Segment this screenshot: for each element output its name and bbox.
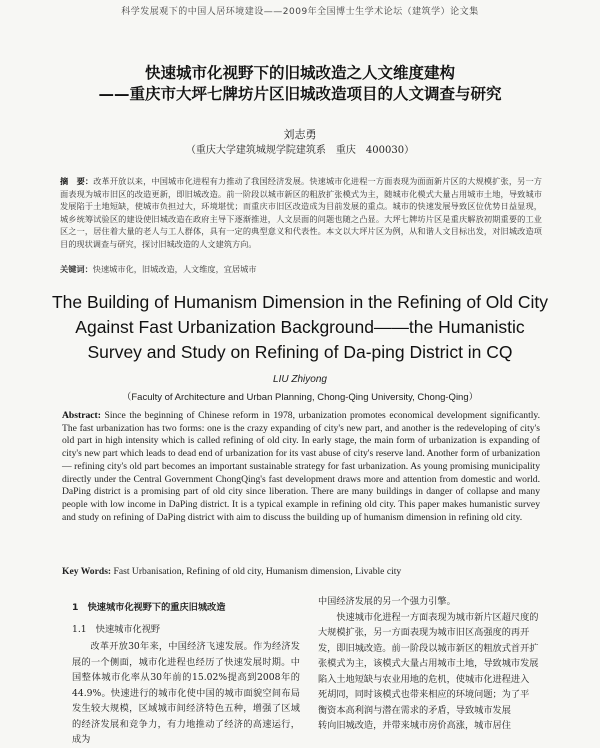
- chinese-title-line-2: ——重庆市大坪七牌坊片区旧城改造项目的人文调查与研究: [98, 85, 502, 103]
- running-header: 科学发展观下的中国人居环境建设——2009年全国博士生学术论坛（建筑学）论文集: [121, 7, 479, 17]
- abstract-chinese-label: 摘 要：: [60, 176, 94, 186]
- abstract-english-text: Since the beginning of Chinese reform in 1978, urbanization promotes economical development significantly. The fast urbanization has two forms: one is the crazy expanding of city's new part, and another is the redeveloping of city's old part in high intensity which is called refining of old city. In early stage, the main form of urbanization is expanding of city's new part which leads to dead end of urbanization for its vast abuse of city's reserve land. Another form of urbanization — refining city's old part becomes an important sustainable strategy for fast urbanization. As young promising municipality directly under the Central Government ChongQing's fast development draws more and attention from domestic and world. DaPing district is a promising part of old city since liberation. There are many buildings in danger of collapse and many people with low income in DaPing district. It is a typical example in refining old city. This paper makes humanistic survey and study on refining of DaPing district with aim to discuss the building up of humanism dimension in refining old city.: [62, 410, 540, 523]
- author-chinese: 刘志勇: [283, 128, 317, 141]
- keywords-chinese: [60, 263, 542, 275]
- affiliation-chinese: （重庆大学建筑城规学院建筑系 重庆 400030）: [185, 145, 415, 156]
- body-line: 中国经济发展的另一个强力引擎。: [318, 596, 456, 607]
- section-heading: 1 快速城市化视野下的重庆旧城改造: [72, 602, 226, 613]
- author-english: LIU Zhiyong: [273, 374, 327, 385]
- body-line: 张模式为主，该模式大量占用城市土地，导致城市发展: [318, 658, 539, 669]
- body-line: 衡资本高利润与潜在需求的矛盾，导致城市发展: [318, 704, 511, 716]
- affiliation-english: （Faculty of Architecture and Urban Planning, Chong-Qing University, Chong-Qing）: [121, 392, 479, 403]
- body-line: 转向旧城改造，并带来城市房价高涨，城市居住: [318, 720, 511, 731]
- keywords-english: [62, 566, 540, 578]
- body-line: 陷入土地短缺与农业用地的危机，使城市化进程进入: [318, 673, 530, 685]
- english-title: [40, 290, 560, 365]
- abstract-chinese-text: 改革开放以来，中国城市化进程有力推动了我国经济发展。快速城市化进程一方面表现为面面新片区的大规模扩张，另一方面表现为城市旧区的改造更新，即旧城改造。前一阶段以城市新区的粗放扩张模式为主，随城市化模式大量占用城市土地，导致城市发展陷于土地短缺，使城市负担过大，环境堪忧；而重庆市旧区改造成为目前发展的重点。城市的快速发展导致区位优势日益显现，城乡统筹试验区的建设使旧城改造在政府主导下逐渐推进，人文层面的问题也随之凸显。大坪七牌坊片区是重庆解放初期重要的工业区之一，居住着大量的老人与工人群体，具有一定的典型意义和代表性。本文以大坪片区为例，从和谐人文目标出发，对旧城改造项目的现状调查与研究，探讨旧城改造的人文建筑方向。: [60, 176, 542, 249]
- chinese-title-line-1: 快速城市化视野下的旧城改造之人文维度建构: [144, 64, 455, 82]
- abstract-english-label: Abstract:: [62, 410, 101, 421]
- keywords-chinese-text: 快速城市化，旧城改造，人文维度，宜居城市: [92, 264, 257, 274]
- keywords-english-label: Key Words:: [62, 566, 112, 577]
- body-line: 发，即旧城改造。前一阶段以城市新区的粗放式首开扩: [318, 642, 539, 654]
- body-line: 大规模扩张，另一方面表现为城市旧区高强度的再开: [318, 627, 530, 638]
- chinese-title: [40, 63, 560, 105]
- abstract-english: [62, 410, 540, 524]
- english-title-line-3: Survey and Study on Refining of Da-ping District in CQ: [87, 342, 513, 362]
- body-column-left: [72, 600, 300, 748]
- abstract-chinese: [60, 175, 542, 251]
- english-title-line-1: The Building of Humanism Dimension in the Refining of Old City: [51, 292, 549, 312]
- body-paragraph-left: 改革开放30年来，中国经济飞速发展。作为经济发展的一个侧面，城市化进程也经历了快速发展时期。中国整体城市化率从30年前的15.02%提高到2008年的44.9%。快速进行的城市化使中国的城市面貌空间布局发生较大规模，区域城市间经济特色五种，增强了区域的经济发展和竞争力，有力地推动了经济的高速运行，成为: [72, 641, 300, 745]
- body-line: 死胡同，同时该模式也带来相应的环境问题；为了平: [318, 689, 530, 700]
- keywords-english-text: Fast Urbanisation, Refining of old city, Humanism dimension, Livable city: [111, 566, 402, 577]
- body-line: 快速城市化进程一方面表现为城市新片区超尺度的: [318, 611, 539, 623]
- body-column-right: [318, 594, 539, 734]
- english-title-line-2: Against Fast Urbanization Background——the Humanistic: [75, 317, 525, 337]
- subsection-heading: 1.1 快速城市化视野: [72, 623, 161, 635]
- keywords-chinese-label: 关键词：: [60, 264, 93, 274]
